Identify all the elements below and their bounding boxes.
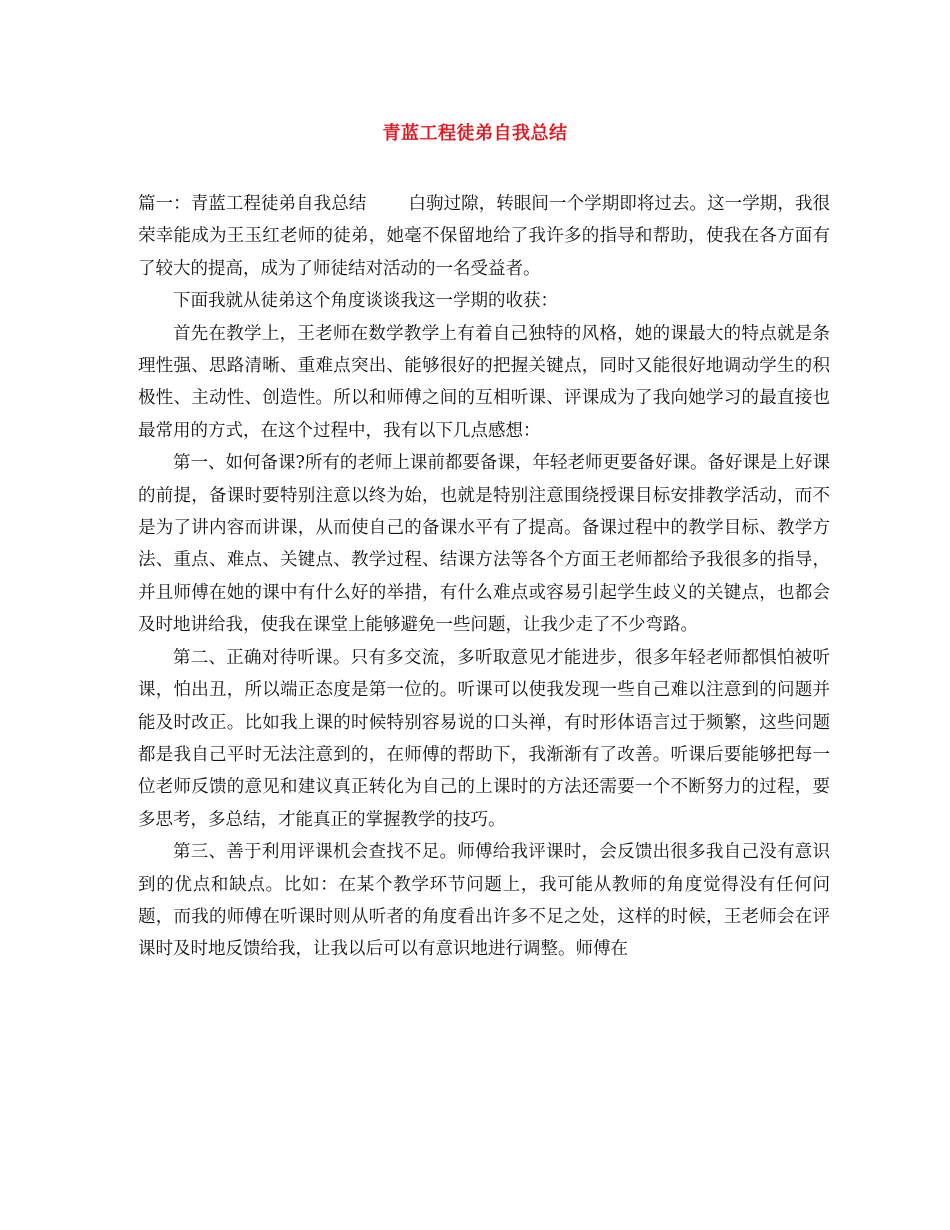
- document-title: 青蓝工程徒弟自我总结: [382, 123, 568, 144]
- intro-paragraph: [138, 188, 830, 285]
- paragraph-harvest-lead: 下面我就从徒弟这个角度谈谈我这一学期的收获：: [173, 291, 558, 312]
- intro-text: 白驹过隙，转眼间一个学期即将过去。这一学期，我很荣幸能成为王玉红老师的徒弟，她毫不保留地给了我许多的指导和帮助，使我在各方面有了较大的提高，成为了师徒结对活动的一名受益者。: [138, 194, 831, 279]
- document-body: [138, 188, 830, 966]
- paragraph-lesson-prep: 第一、如何备课?所有的老师上课前都要备课，年轻老师更要备好课。备好课是上好课的前提，备课时要特别注意以终为始，也就是特别注意围绕授课目标安排教学活动，而不是为了讲内容而讲课，从而使自己的备课水平有了提高。备课过程中的教学目标、教学方法、重点、难点、关键点、教学过程、结课方法等各个方面王老师都给予我很多的指导，并且师傅在她的课中有什么好的举措，有什么难点或容易引起学生歧义的关键点，也都会及时地讲给我，使我在课堂上能够避免一些问题，让我少走了不少弯路。: [138, 453, 830, 636]
- intro-heading: 篇一：青蓝工程徒弟自我总结: [138, 194, 367, 214]
- paragraph-teaching: 首先在教学上，王老师在数学教学上有着自己独特的风格，她的课最大的特点就是条理性强、思路清晰、重难点突出、能够很好的把握关键点，同时又能很好地调动学生的积极性、主动性、创造性。所以和师傅之间的互相听课、评课成为了我向她学习的最直接也最常用的方式，在这个过程中，我有以下几点感想：: [138, 323, 830, 441]
- paragraph-observation: 第二、正确对待听课。只有多交流，多听取意见才能进步，很多年轻老师都惧怕被听课，怕出丑，所以端正态度是第一位的。听课可以使我发现一些自己难以注意到的问题并能及时改正。比如我上课的时候特别容易说的口头禅，有时形体语言过于频繁，这些问题都是我自己平时无法注意到的，在师傅的帮助下，我渐渐有了改善。听课后要能够把每一位老师反馈的意见和建议真正转化为自己的上课时的方法还需要一个不断努力的过程，要多思考，多总结，才能真正的掌握教学的技巧。: [138, 647, 830, 830]
- paragraph-evaluation: 第三、善于利用评课机会查找不足。师傅给我评课时，会反馈出很多我自己没有意识到的优点和缺点。比如：在某个教学环节问题上，我可能从教师的角度觉得没有任何问题，而我的师傅在听课时则从听者的角度看出许多不足之处，这样的时候，王老师会在评课时及时地反馈给我，让我以后可以有意识地进行调整。师傅在: [138, 842, 830, 960]
